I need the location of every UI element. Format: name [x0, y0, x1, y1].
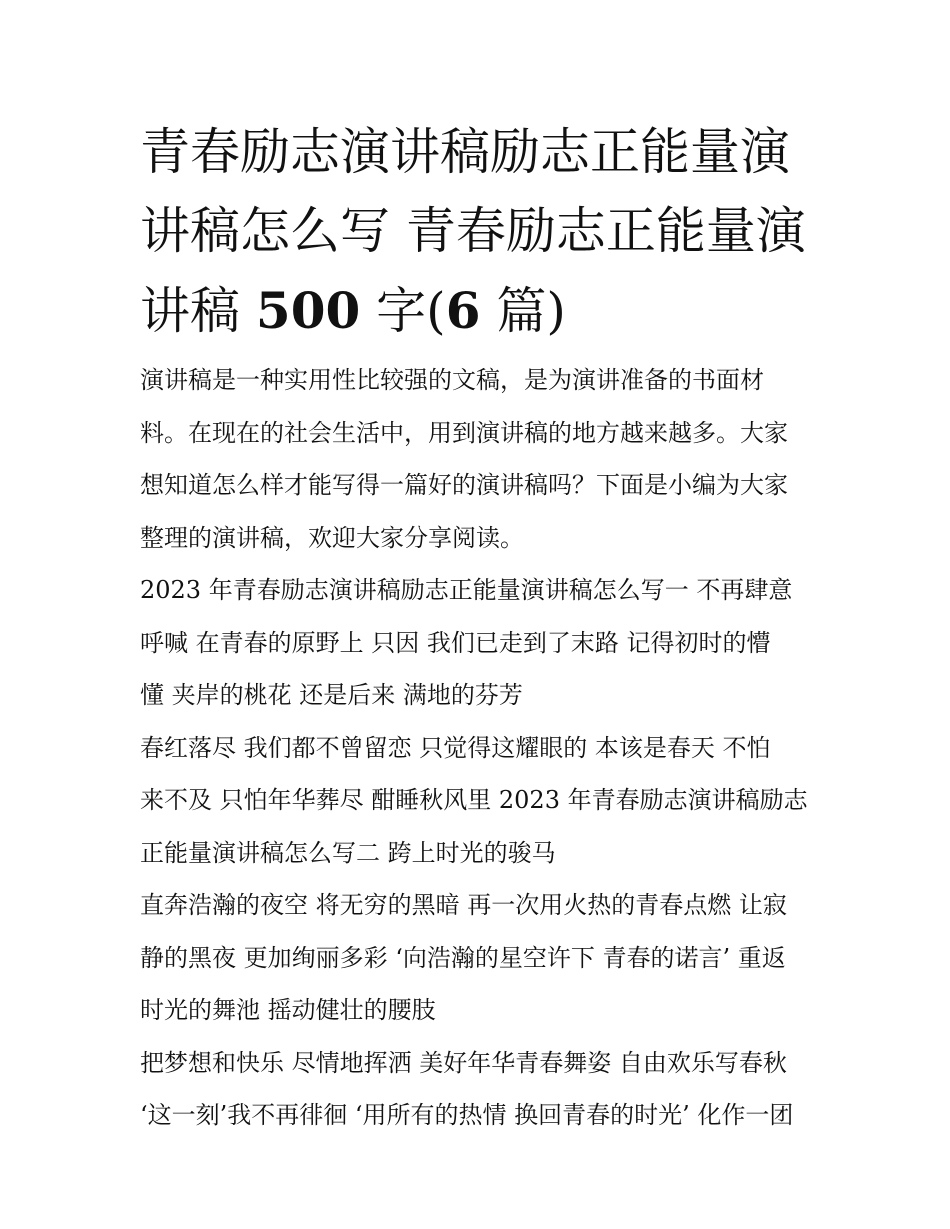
title-line-3-pre: 讲稿 [140, 282, 256, 340]
title-line-3 [140, 271, 820, 351]
body-line: 整理的演讲稿，欢迎大家分享阅读。 [140, 523, 524, 552]
title-word-count: 500 [255, 281, 361, 340]
body-line: 把梦想和快乐 尽情地挥洒 美好年华青春舞姿 自由欢乐写春秋 [140, 1048, 787, 1077]
title-article-count: 6 [445, 281, 481, 340]
document-body [140, 354, 820, 1142]
body-line: 静的黑夜 更加绚丽多彩 ‘向浩瀚的星空许下 青春的诺言’ 重返 [140, 943, 786, 972]
body-line: 直奔浩瀚的夜空 将无穷的黑暗 再一次用火热的青春点燃 让寂 [140, 891, 787, 919]
body-line: 2023 年青春励志演讲稿励志正能量演讲稿怎么写一 不再肆意 [140, 576, 793, 604]
body-line: 时光的舞池 摇动健壮的腰肢 [140, 996, 436, 1024]
document-title [140, 113, 820, 351]
body-line: 正能量演讲稿怎么写二 跨上时光的骏马 [140, 838, 556, 867]
body-line: 料。在现在的社会生活中，用到演讲稿的地方越来越多。大家 [140, 418, 788, 447]
body-line: 想知道怎么样才能写得一篇好的演讲稿吗？下面是小编为大家 [140, 471, 788, 499]
title-line-1: 青春励志演讲稿励志正能量演 [140, 123, 790, 181]
body-line: 春红落尽 我们都不曾留恋 只觉得这耀眼的 本该是春天 不怕 [140, 733, 771, 762]
title-line-2: 讲稿怎么写 青春励志正能量演 [140, 202, 806, 260]
body-line: 来不及 只怕年华葬尽 酣睡秋风里 2023 年青春励志演讲稿励志 [140, 786, 808, 814]
title-line-3-mid: 字( [360, 282, 446, 340]
body-line: ‘这一刻’我不再徘徊 ‘用所有的热情 换回青春的时光’ 化作一团 [140, 1101, 794, 1129]
body-line: 懂 夹岸的桃花 还是后来 满地的芬芳 [140, 681, 523, 709]
title-line-3-post: 篇) [480, 282, 566, 340]
body-line: 演讲稿是一种实用性比较强的文稿，是为演讲准备的书面材 [140, 366, 764, 394]
body-line: 呼喊 在青春的原野上 只因 我们已走到了末路 记得初时的懵 [140, 628, 771, 657]
